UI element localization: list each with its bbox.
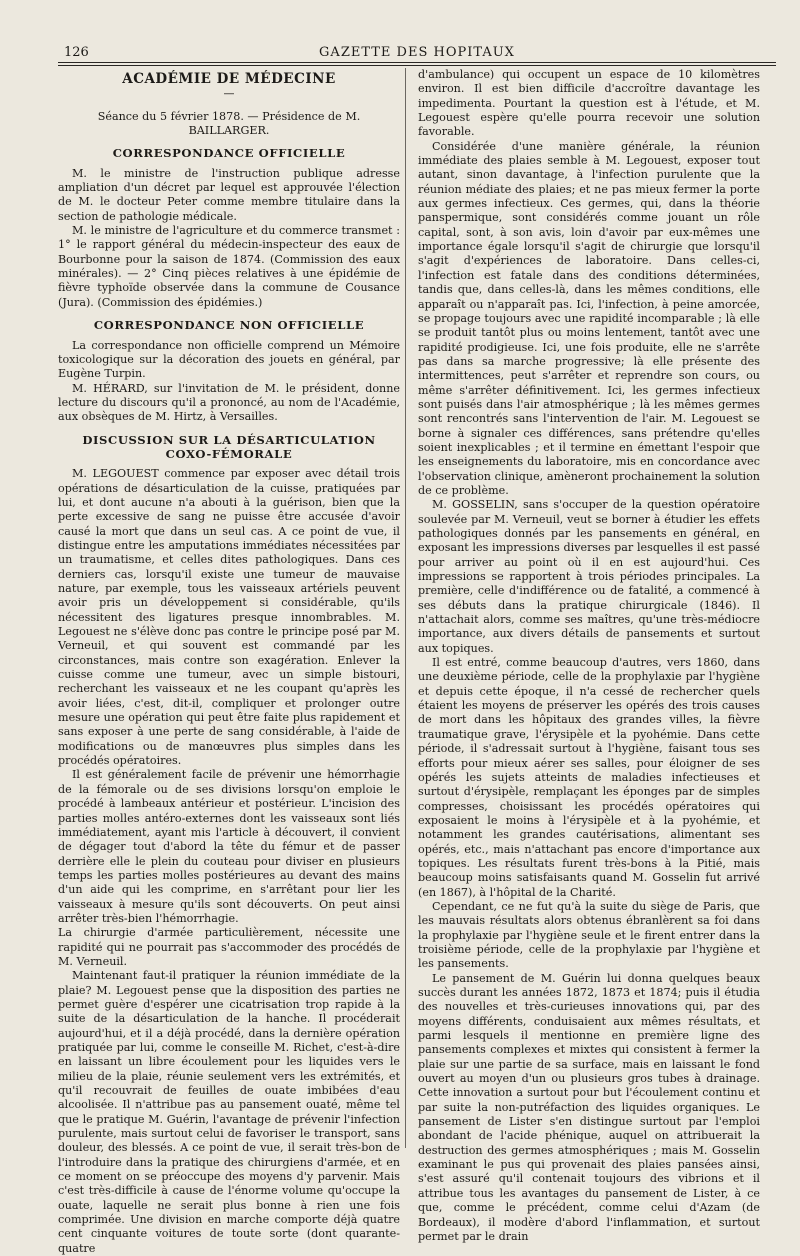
- paragraph: Le pansement de M. Guérin lui donna quelques beaux succès durant les années 1872, 1873 et 1874; puis il étudia des nouvelles et très-curieuses innovations qui, par des moyens différents, conduisaient aux mêmes résultats, et parmi lesquels il mentionne en première ligne des pansements complexes et mixtes qui consistent à fermer la plaie sur une partie de sa surface, mais en laissant le fond ouvert au moyen d'un ou plusieurs gros tubes à drainage. Cette innovation a surtout pour but l'écoulement continu et par suite la non-putréfaction des liquides organiques. Le pansement de Lister s'en distingue surtout par l'emploi abondant de l'acide phénique, auquel on attribuerait la destruction des germes atmosphériques ; mais M. Gosselin examinant le pus qui provenait des plaies pansées ainsi, s'est assuré qu'il contenait toujours des vibrions et il attribue tous les avantages du pansement de Lister, à ce que, comme le précédent, comme celui d'Azam (de Bordeaux), il modère d'abord l'inflammation, et surtout permet par le drain: [418, 971, 760, 1243]
- paragraph: M. GOSSELIN, sans s'occuper de la question opératoire soulevée par M. Verneuil, veut se borner à étudier les effets pathologiques donnés par les pansements en général, en exposant les impressions diverses par lesquelles il est passé pour arriver au point où il en est aujourd'hui. Ces impressions se rapportent à trois périodes principales. La première, celle d'indifférence ou de fatalité, a commencé à ses débuts dans la pratique chirurgicale (1846). Il n'attachait alors, comme ses maîtres, qu'une très-médiocre importance, aux divers détails de pansements et surtout aux topiques.: [418, 498, 760, 655]
- article-title: ACADÉMIE DE MÉDECINE: [122, 71, 336, 87]
- page-number: 126: [64, 45, 89, 60]
- page-header: [58, 42, 776, 64]
- paragraph: Maintenant faut-il pratiquer la réunion immédiate de la plaie? M. Legouest pense que la disposition des parties ne permet guère d'espérer une cicatrisation trop rapide à la suite de la désarticulation de la hanche. Il procéderait aujourd'hui, et il a déjà procédé, dans la dernière opération pratiquée par lui, comme le conseille M. Richet, c'est-à-dire en laissant un libre écoulement pour les liquides vers le milieu de la plaie, réunie seulement vers les extrémités, et qu'il recouvrait de feuilles de ouate imbibées d'eau alcoolisée. Il n'attribue pas au pansement ouaté, même tel que le pratique M. Guérin, l'avantage de prévenir l'infection purulente, mais surtout celui de favoriser le transport, sans douleur, des blessés. A ce point de vue, il serait très-bon de l'introduire dans la pratique des chirurgiens d'armée, et en ce moment on se préoccupe des moyens d'y parvenir. Mais c'est très-difficile à cause de l'énorme volume qu'occupe la ouate, laquelle ne serait plus bonne à rien une fois comprimée. Une division en marche comporte déjà quatre cent cinquante voitures de toute sorte (dont quarante-quatre: [58, 969, 400, 1255]
- paragraph: d'ambulance) qui occupent un espace de 10 kilomètres environ. Il est bien difficile d'accroître davantage les impedimenta. Pourtant la question est à l'étude, et M. Legouest espère qu'elle pourra recevoir une solution favorable.: [418, 68, 760, 139]
- paragraph: M. LEGOUEST commence par exposer avec détail trois opérations de désarticulation de la cuisse, pratiquées par lui, et dont aucune n'a abouti à la guérison, bien que la perte excessive de sang ne puisse être accusée d'avoir causé la mort que dans un seul cas. A ce point de vue, il distingue entre les amputations immédiates nécessitées par un traumatisme, et celles dites pathologiques. Dans ces derniers cas, lorsqu'il existe une tumeur de mauvaise nature, par exemple, tous les vaisseaux artériels peuvent avoir pris un développement si considérable, qu'ils nécessitent des ligatures presque innombrables. M. Legouest ne s'élève donc pas contre le principe posé par M. Verneuil, et qui souvent est commandé par les circonstances, mais contre son exagération. Enlever la cuisse comme une tumeur, avec un simple bistouri, recherchant les vaisseaux et ne les coupant qu'après les avoir liées, c'est, dit-il, compliquer et prolonger outre mesure une opération qui peut être faite plus rapidement et sans exposer à une perte de sang considérable, à l'aide de modifications ou de manœuvres plus simples dans les procédés opératoires.: [58, 467, 400, 768]
- paragraph: Il est entré, comme beaucoup d'autres, vers 1860, dans une deuxième période, celle de la prophylaxie par l'hygiène et depuis cette époque, il n'a cessé de rechercher quels étaient les moyens de préserver les opérés des trois causes de mort dans les hôpitaux des grandes villes, la fièvre traumatique grave, l'érysipèle et la pyohémie. Dans cette période, il s'adressait surtout à l'hygiène, faisant tous ses efforts pour mieux aérer ses salles, pour éloigner de ses opérés les sujets atteints de maladies infectieuses et surtout d'érysipèle, remplaçant les éponges par de simples compresses, choisissant les procédés opératoires qui exposaient le moins à l'érysipèle et à la pyohémie, et notamment les grandes cautérisations, alimentant ses opérés, etc., mais n'attachant pas encore d'importance aux topiques. Les résultats furent très-bons à la Pitié, mais beaucoup moins satisfaisants quand M. Gosselin fut arrivé (en 1867), à l'hôpital de la Charité.: [418, 656, 760, 899]
- column-divider: [405, 68, 406, 1148]
- left-column: [58, 68, 400, 1255]
- header-rule-top: [58, 62, 776, 63]
- section-heading-unofficial-correspondence: CORRESPONDANCE NON OFFICIELLE: [93, 318, 365, 333]
- section-heading-discussion: DISCUSSION SUR LA DÉSARTICULATION COXO-FÉMORALE: [82, 432, 376, 461]
- title-separator: —: [223, 87, 235, 101]
- right-column: [418, 68, 760, 1243]
- paragraph: M. le ministre de l'agriculture et du commerce transmet : 1° le rapport général du médecin-inspecteur des eaux de Bourbonne pour la saison de 1874. (Commission des eaux minérales). — 2° Cinq pièces relatives à une épidémie de fièvre typhoïde observée dans la commune de Cousance (Jura). (Commission des épidémies.): [58, 224, 400, 309]
- session-line: Séance du 5 février 1878. — Présidence de M. BAILLARGER.: [97, 109, 361, 138]
- journal-title: GAZETTE DES HOPITAUX: [319, 45, 515, 60]
- paragraph: Il est généralement facile de prévenir une hémorrhagie de la fémorale ou de ses divisions lorsqu'on emploie le procédé à lambeaux antérieur et postérieur. L'incision des parties molles antéro-externes dont les vaisseaux sont liés immédiatement, ayant mis l'article à découvert, il convient de dégager tout d'abord la tête du fémur et de passer derrière elle le plein du couteau pour diviser en plusieurs temps les parties molles postérieures au devant des mains d'un aide qui les comprime, en s'arrêtant pour lier les vaisseaux à mesure qu'ils sont découverts. On peut ainsi arrêter très-bien l'hémorrhagie.: [58, 768, 400, 925]
- header-rule-bottom: [58, 65, 776, 66]
- section-heading-official-correspondence: CORRESPONDANCE OFFICIELLE: [112, 146, 346, 161]
- paragraph: La chirurgie d'armée particulièrement, nécessite une rapidité qui ne pourrait pas s'accommoder des procédés de M. Verneuil.: [58, 926, 400, 968]
- paragraph: Cependant, ce ne fut qu'à la suite du siège de Paris, que les mauvais résultats alors obtenus ébranlèrent sa foi dans la prophylaxie par l'hygiène seule et le firent entrer dans la troisième période, celle de la prophylaxie par l'hygiène et les pansements.: [418, 899, 760, 971]
- paragraph: La correspondance non officielle comprend un Mémoire toxicologique sur la décoration des jouets en général, par Eugène Turpin.: [58, 338, 400, 381]
- paragraph: M. HÉRARD, sur l'invitation de M. le président, donne lecture du discours qu'il a prononcé, au nom de l'Académie, aux obsèques de M. Hirtz, à Versailles.: [58, 381, 400, 424]
- paragraph: Considérée d'une manière générale, la réunion immédiate des plaies semble à M. Legouest, exposer tout autant, sinon davantage, à l'infection purulente que la réunion médiate des plaies; et ne pas mieux fermer la porte aux germes infectieux. Ces germes, qui, dans la théorie panspermique, sont considérés comme jouant un rôle capital, sont, à son avis, loin d'avoir par eux-mêmes une importance égale lorsqu'il s'agit de chirurgie que lorsqu'il s'agit d'expériences de laboratoire. Dans celles-ci, l'infection est fatale dans des conditions déterminées, tandis que, dans celles-là, dans les mêmes conditions, elle apparaît ou n'apparaît pas. Ici, l'infection, à peine amorcée, se propage toujours avec une rapidité incomparable ; là elle se produit tantôt plus ou moins lentement, tantôt avec une rapidité prodigieuse. Ici, une fois produite, elle ne s'arrête pas dans sa marche progressive; là elle présente des intermittences, peut s'arrêter et reprendre son cours, ou même s'arrêter définitivement. Ici, les germes infectieux sont puisés dans l'air atmosphérique ; là les mêmes germes sont rencontrés sans l'intervention de l'air. M. Legouest se borne à signaler ces différences, sans prétendre qu'elles soient inexplicables ; et il termine en émettant l'espoir que les enseignements du laboratoire, mis en concordance avec l'observation clinique, amèneront prochainement la solution de ce problème.: [418, 139, 760, 497]
- paragraph: M. le ministre de l'instruction publique adresse ampliation d'un décret par lequel est approuvée l'élection de M. le docteur Peter comme membre titulaire dans la section de pathologie médicale.: [58, 166, 400, 223]
